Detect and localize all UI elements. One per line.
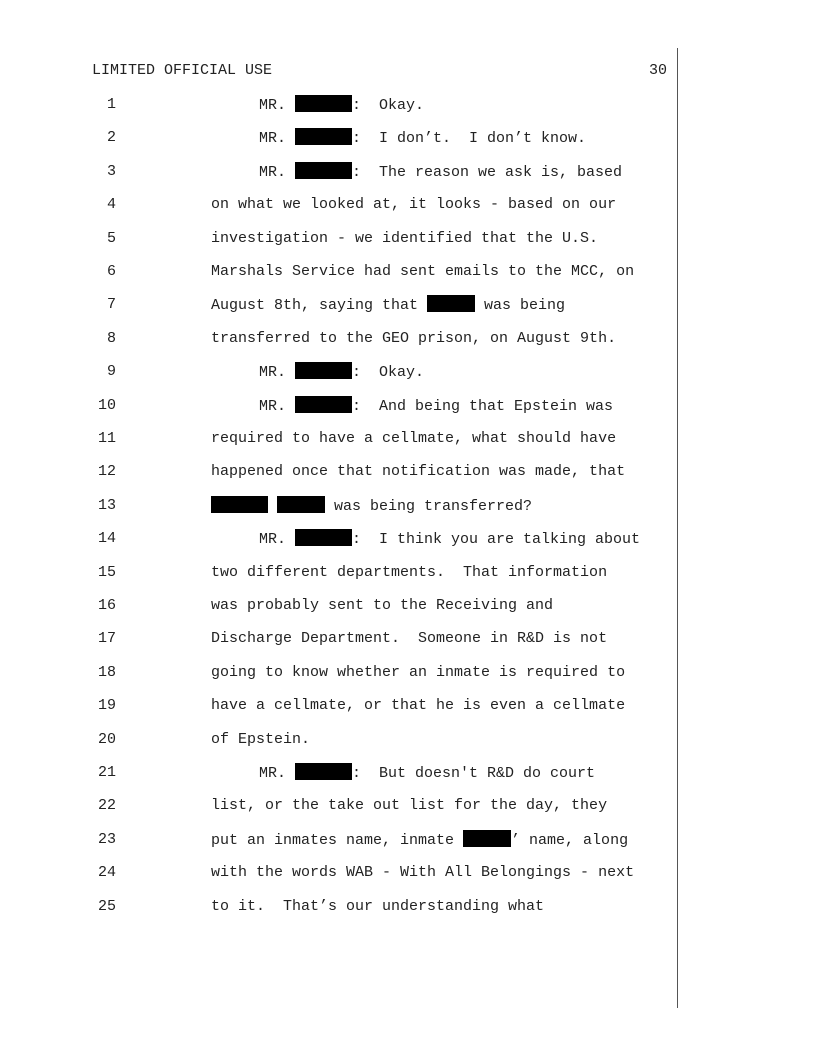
transcript-line bbox=[0, 295, 816, 315]
line-text: going to know whether an inmate is required to bbox=[211, 663, 626, 681]
line-number: 9 bbox=[106, 363, 116, 381]
redaction-box bbox=[295, 362, 352, 379]
line-number: 5 bbox=[106, 229, 116, 247]
transcript-line bbox=[0, 796, 816, 816]
redaction-box bbox=[277, 496, 325, 513]
transcript-line bbox=[0, 696, 816, 716]
transcript-line bbox=[0, 262, 816, 282]
transcript-line bbox=[0, 596, 816, 616]
redaction-box bbox=[295, 396, 352, 413]
line-text: was being transferred? bbox=[211, 496, 532, 517]
line-number: 22 bbox=[97, 797, 116, 815]
transcript-line bbox=[0, 897, 816, 917]
transcript-line bbox=[0, 863, 816, 883]
transcript-line bbox=[0, 195, 816, 215]
line-text: required to have a cellmate, what should have bbox=[211, 430, 617, 447]
line-text: have a cellmate, or that he is even a cellmate bbox=[211, 697, 626, 715]
transcript-line bbox=[0, 429, 816, 449]
line-number: 23 bbox=[97, 830, 116, 848]
line-number: 19 bbox=[97, 697, 116, 715]
line-number: 13 bbox=[97, 496, 116, 514]
line-text: happened once that notification was made, that bbox=[211, 463, 626, 481]
line-number: 16 bbox=[97, 597, 116, 614]
line-number: 11 bbox=[97, 430, 116, 447]
line-number: 15 bbox=[97, 563, 116, 581]
transcript-line bbox=[0, 229, 816, 249]
transcript-line bbox=[0, 362, 816, 382]
line-number: 17 bbox=[97, 630, 116, 648]
transcript-line bbox=[0, 329, 816, 349]
redaction-box bbox=[295, 529, 352, 546]
transcript-line bbox=[0, 563, 816, 583]
line-number: 3 bbox=[106, 162, 116, 180]
transcript-line bbox=[0, 629, 816, 649]
line-number: 25 bbox=[97, 897, 116, 915]
transcript-line bbox=[0, 496, 816, 516]
line-number: 14 bbox=[97, 530, 116, 548]
line-number: 6 bbox=[106, 263, 116, 280]
classification-header: LIMITED OFFICIAL USE bbox=[92, 62, 273, 79]
line-number: 18 bbox=[97, 663, 116, 681]
redaction-box bbox=[211, 496, 268, 513]
page-number: 30 bbox=[649, 62, 668, 79]
line-text: Discharge Department. Someone in R&D is not bbox=[211, 630, 608, 648]
line-text: list, or the take out list for the day, they bbox=[211, 797, 608, 815]
transcript-line bbox=[0, 663, 816, 683]
line-number: 7 bbox=[106, 296, 116, 314]
line-text: investigation - we identified that the U.S. bbox=[211, 229, 599, 247]
transcript-line bbox=[0, 162, 816, 182]
line-number: 10 bbox=[97, 396, 116, 414]
line-text: MR. : I think you are talking about bbox=[259, 531, 641, 549]
line-text: transferred to the GEO prison, on August 9th. bbox=[211, 329, 617, 347]
line-text: put an inmates name, inmate ’ name, along bbox=[211, 831, 629, 849]
line-number: 2 bbox=[106, 129, 116, 147]
line-text: MR. : Okay. bbox=[259, 364, 425, 382]
transcript-line bbox=[0, 730, 816, 750]
transcript-line bbox=[0, 396, 816, 416]
line-text: MR. : But doesn't R&D do court bbox=[259, 765, 596, 782]
line-text: to it. That’s our understanding what bbox=[211, 897, 545, 915]
line-number: 21 bbox=[97, 764, 116, 781]
line-number: 8 bbox=[106, 329, 116, 347]
line-text: on what we looked at, it looks - based on our bbox=[211, 196, 617, 214]
transcript-line bbox=[0, 462, 816, 482]
line-number: 4 bbox=[106, 196, 116, 214]
line-text: MR. : Okay. bbox=[259, 97, 425, 114]
line-number: 1 bbox=[106, 96, 116, 113]
redaction-box bbox=[295, 95, 352, 112]
redaction-box bbox=[295, 162, 352, 179]
redaction-box bbox=[427, 295, 475, 312]
redaction-box bbox=[295, 763, 352, 780]
line-text: August 8th, saying that was being bbox=[211, 297, 566, 315]
line-text: with the words WAB - With All Belongings - next bbox=[211, 864, 635, 882]
line-text: MR. : I don’t. I don’t know. bbox=[259, 130, 587, 148]
transcript-line bbox=[0, 529, 816, 549]
line-text: two different departments. That information bbox=[211, 563, 608, 581]
redaction-box bbox=[463, 830, 511, 847]
line-text: MR. : The reason we ask is, based bbox=[259, 163, 623, 181]
transcript-line bbox=[0, 830, 816, 850]
line-text: Marshals Service had sent emails to the MCC, on bbox=[211, 263, 635, 280]
line-text: was probably sent to the Receiving and bbox=[211, 597, 554, 614]
transcript-line bbox=[0, 128, 816, 148]
line-number: 24 bbox=[97, 864, 116, 882]
transcript-line bbox=[0, 95, 816, 115]
line-number: 12 bbox=[97, 463, 116, 481]
transcript-line bbox=[0, 763, 816, 783]
redaction-box bbox=[295, 128, 352, 145]
line-text: of Epstein. bbox=[211, 730, 311, 748]
line-number: 20 bbox=[97, 730, 116, 748]
line-text: MR. : And being that Epstein was bbox=[259, 397, 614, 415]
